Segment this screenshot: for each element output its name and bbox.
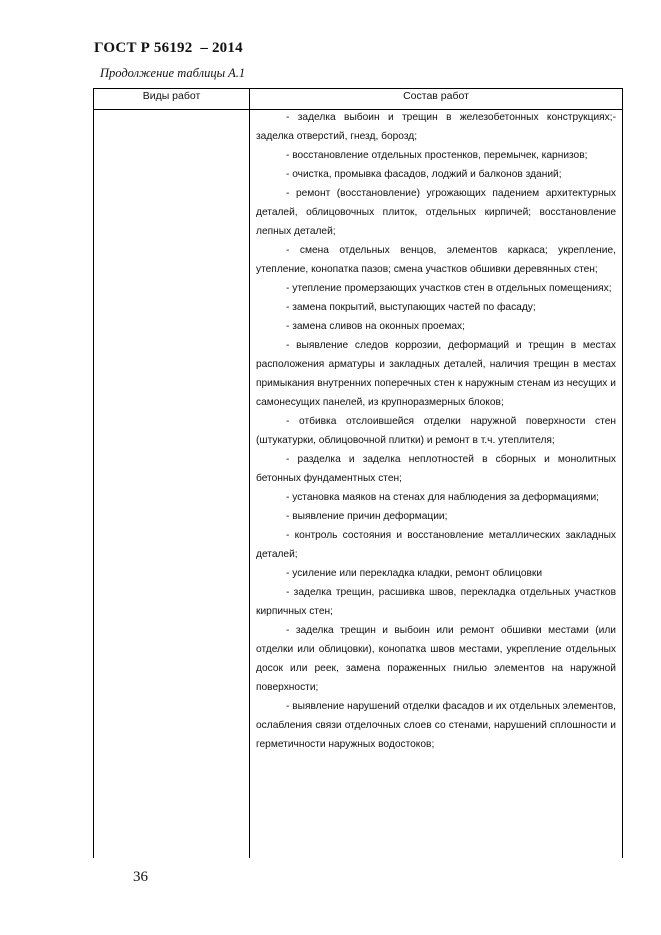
list-item: - контроль состояния и восстановление металлических закладных деталей;	[256, 530, 616, 560]
column-header-work-types: Виды работ	[142, 90, 201, 102]
table-right-border	[622, 88, 623, 858]
table-column-divider	[249, 88, 250, 858]
table-top-border	[93, 88, 623, 89]
list-item: - утепление промерзающих участков стен в отдельных помещениях;	[286, 283, 612, 294]
document-standard-title: ГОСТ Р 56192 – 2014	[94, 40, 243, 56]
page-number: 36	[133, 869, 148, 885]
list-item: - установка маяков на стенах для наблюдения за деформациями;	[286, 492, 599, 503]
list-item: - смена отдельных венцов, элементов каркаса; укрепление, утепление, конопатка пазов; смена участков обшивки деревянных стен;	[256, 245, 616, 275]
list-item: - восстановление отдельных простенков, перемычек, карнизов;	[286, 150, 588, 161]
table-left-border	[93, 88, 94, 858]
list-item: - отбивка отслоившейся отделки наружной поверхности стен (штукатурки, облицовочной плитки) и ремонт в т.ч. утеплителя;	[256, 416, 616, 446]
table-continuation-caption: Продолжение таблицы А.1	[100, 66, 246, 80]
list-item: - разделка и заделка неплотностей в сборных и монолитных бетонных фундаментных стен;	[256, 454, 616, 484]
list-item: - усиление или перекладка кладки, ремонт облицовки	[286, 568, 543, 579]
list-item: - замена покрытий, выступающих частей по фасаду;	[286, 302, 536, 313]
list-item: - выявление причин деформации;	[286, 511, 448, 522]
list-item: - очистка, промывка фасадов, лоджий и балконов зданий;	[286, 169, 562, 180]
column-header-work-composition: Состав работ	[403, 90, 469, 102]
list-item: - замена сливов на оконных проемах;	[286, 321, 465, 332]
list-item: - заделка выбоин и трещин в железобетонных конструкциях;- заделка отверстий, гнезд, борозд;	[256, 112, 616, 142]
list-item: - ремонт (восстановление) угрожающих падением архитектурных деталей, облицовочных плиток, отдельных кирпичей; восстановление лепных деталей;	[256, 188, 616, 237]
work-composition-cell	[256, 108, 616, 754]
list-item: - выявление следов коррозии, деформаций и трещин в местах расположения арматуры и закладных деталей, наличия трещин в местах примыкания внутренних поперечных стен к наружным стенам из несущих и самонесущих панелей, из крупноразмерных блоков;	[256, 340, 616, 408]
list-item: - заделка трещин и выбоин или ремонт обшивки местами (или отделки или облицовки), конопатка швов местами, укрепление отдельных досок или реек, замена пораженных гнилью элементов на наружной поверхности;	[256, 625, 616, 693]
list-item: - выявление нарушений отделки фасадов и их отдельных элементов, ослабления связи отделочных слоев со стенами, нарушений сплошности и герметичности наружных водостоков;	[256, 701, 616, 750]
list-item: - заделка трещин, расшивка швов, перекладка отдельных участков кирпичных стен;	[256, 587, 616, 617]
